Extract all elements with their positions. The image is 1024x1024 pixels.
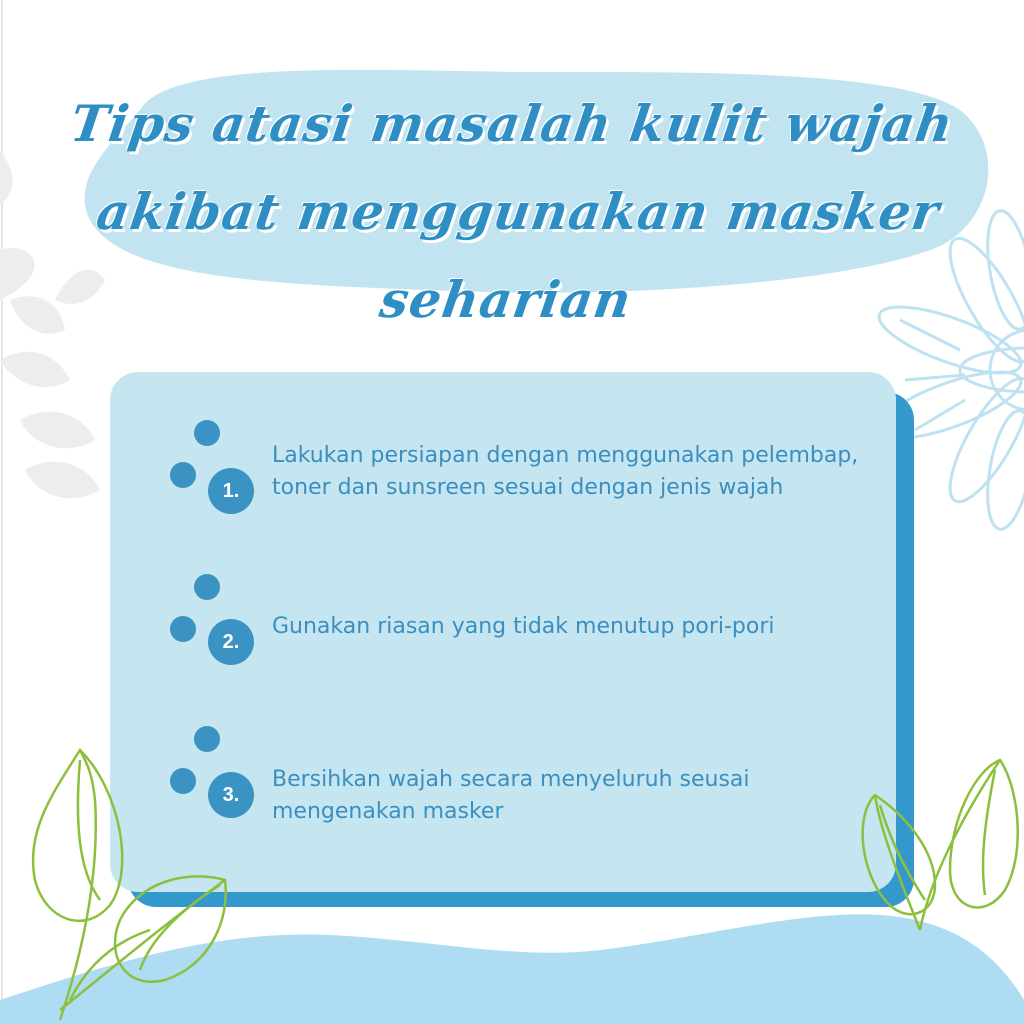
decor-dot	[194, 726, 220, 752]
decor-dot	[194, 574, 220, 600]
bottom-wave	[0, 914, 1024, 1024]
tip-text-2: Gunakan riasan yang tidak menutup pori-pori	[272, 614, 775, 639]
tip-number-3: 3.	[208, 772, 254, 818]
tip-number-2: 2.	[208, 619, 254, 665]
tips-card	[110, 372, 896, 892]
decor-dot	[170, 462, 196, 488]
title-line-1: Tips atasi masalah kulit wajah	[66, 94, 958, 153]
decor-dot	[170, 768, 196, 794]
decor-dot	[194, 420, 220, 446]
title-line-2: akibat menggunakan masker seharian	[93, 182, 944, 329]
tip-number-1: 1.	[208, 468, 254, 514]
tip-text-1: Lakukan persiapan dengan menggunakan pelembap, toner dan sunsreen sesuai dengan jenis wajah	[272, 443, 859, 500]
tip-text-3: Bersihkan wajah secara menyeluruh seusai mengenakan masker	[272, 767, 750, 824]
page-title	[20, 80, 1004, 344]
decor-dot	[170, 616, 196, 642]
